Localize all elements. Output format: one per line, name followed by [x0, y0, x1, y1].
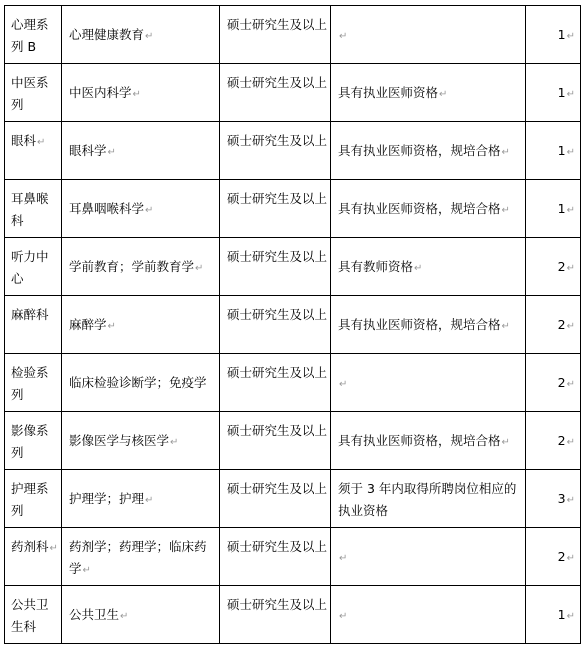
major-cell — [62, 238, 220, 296]
requirement-cell — [331, 122, 526, 180]
table-row — [5, 412, 581, 470]
paragraph-mark-icon: ↵ — [132, 89, 141, 100]
education-text: 硕士研究生及以上 — [227, 597, 328, 612]
major-text: 麻醉学 — [69, 317, 107, 332]
dept-text: 检验系列 — [11, 365, 49, 402]
education-cell — [220, 470, 331, 528]
count-cell — [526, 296, 581, 354]
table-row — [5, 122, 581, 180]
requirement-cell — [331, 412, 526, 470]
paragraph-mark-icon: ↵ — [501, 437, 510, 448]
major-text: 护理学；护理 — [69, 491, 145, 506]
requirement-cell — [331, 470, 526, 528]
count-text: 1 — [557, 85, 566, 100]
dept-cell — [5, 122, 62, 180]
paragraph-mark-icon: ↵ — [566, 205, 575, 216]
paragraph-mark-icon: ↵ — [414, 263, 423, 274]
requirement-cell — [331, 354, 526, 412]
requirement-text: 具有教师资格 — [338, 259, 414, 274]
count-text: 1 — [557, 201, 566, 216]
requirement-cell — [331, 296, 526, 354]
count-cell — [526, 354, 581, 412]
dept-cell — [5, 412, 62, 470]
dept-text: 护理系列 — [11, 481, 49, 518]
paragraph-mark-icon: ↵ — [566, 263, 575, 274]
education-text: 硕士研究生及以上 — [227, 75, 328, 90]
count-text: 2 — [557, 375, 566, 390]
paragraph-mark-icon: ↵ — [566, 437, 575, 448]
requirement-text: 具有执业医师资格，规培合格 — [338, 201, 501, 216]
major-text: 耳鼻咽喉科学 — [69, 201, 145, 216]
dept-text: 中医系列 — [11, 75, 49, 112]
paragraph-mark-icon: ↵ — [195, 263, 204, 274]
dept-text: 耳鼻喉科 — [11, 191, 49, 228]
paragraph-mark-icon: ↵ — [107, 147, 116, 158]
major-text: 临床检验诊断学；免疫学 — [69, 375, 207, 390]
count-cell — [526, 528, 581, 586]
dept-cell — [5, 64, 62, 122]
education-cell — [220, 528, 331, 586]
count-cell — [526, 122, 581, 180]
paragraph-mark-icon: ↵ — [339, 379, 348, 390]
education-text: 硕士研究生及以上 — [227, 423, 328, 438]
paragraph-mark-icon: ↵ — [501, 147, 510, 158]
dept-cell — [5, 528, 62, 586]
education-cell — [220, 354, 331, 412]
major-text: 学前教育；学前教育学 — [69, 259, 195, 274]
education-text: 硕士研究生及以上 — [227, 17, 328, 32]
paragraph-mark-icon: ↵ — [170, 437, 179, 448]
education-text: 硕士研究生及以上 — [227, 307, 328, 322]
paragraph-mark-icon: ↵ — [339, 611, 348, 622]
dept-text: 药剂科 — [11, 539, 49, 554]
major-cell — [62, 296, 220, 354]
dept-text: 麻醉科 — [11, 307, 49, 322]
requirement-cell — [331, 6, 526, 64]
major-cell — [62, 528, 220, 586]
education-cell — [220, 180, 331, 238]
count-cell — [526, 64, 581, 122]
paragraph-mark-icon: ↵ — [145, 31, 154, 42]
major-cell — [62, 122, 220, 180]
count-cell — [526, 586, 581, 644]
paragraph-mark-icon: ↵ — [566, 379, 575, 390]
education-cell — [220, 296, 331, 354]
paragraph-mark-icon: ↵ — [145, 495, 154, 506]
dept-text: 心理系列 B — [11, 17, 49, 54]
count-cell — [526, 180, 581, 238]
dept-cell — [5, 6, 62, 64]
dept-text: 眼科 — [11, 133, 37, 148]
requirement-cell — [331, 64, 526, 122]
education-text: 硕士研究生及以上 — [227, 191, 328, 206]
major-cell — [62, 586, 220, 644]
count-text: 2 — [557, 317, 566, 332]
count-text: 2 — [557, 259, 566, 274]
paragraph-mark-icon: ↵ — [566, 321, 575, 332]
major-text: 公共卫生 — [69, 607, 120, 622]
count-text: 2 — [557, 433, 566, 448]
paragraph-mark-icon: ↵ — [339, 553, 348, 564]
position-table — [4, 5, 581, 644]
dept-text: 影像系列 — [11, 423, 49, 460]
requirement-cell — [331, 528, 526, 586]
requirement-text: 具有执业医师资格 — [338, 85, 439, 100]
paragraph-mark-icon: ↵ — [566, 89, 575, 100]
paragraph-mark-icon: ↵ — [120, 611, 129, 622]
major-cell — [62, 64, 220, 122]
major-text: 眼科学 — [69, 143, 107, 158]
dept-cell — [5, 354, 62, 412]
paragraph-mark-icon: ↵ — [566, 147, 575, 158]
paragraph-mark-icon: ↵ — [339, 31, 348, 42]
table-body — [5, 6, 581, 644]
paragraph-mark-icon: ↵ — [566, 495, 575, 506]
count-text: 2 — [557, 549, 566, 564]
dept-text: 公共卫生科 — [11, 597, 49, 634]
table-row — [5, 528, 581, 586]
count-text: 1 — [557, 607, 566, 622]
education-text: 硕士研究生及以上 — [227, 133, 328, 148]
table-row — [5, 64, 581, 122]
paragraph-mark-icon: ↵ — [145, 205, 154, 216]
education-cell — [220, 6, 331, 64]
major-text: 药剂学；药理学；临床药学 — [69, 539, 207, 576]
requirement-text: 须于 3 年内取得所聘岗位相应的执业资格 — [338, 481, 517, 518]
table-row — [5, 586, 581, 644]
dept-cell — [5, 586, 62, 644]
dept-cell — [5, 180, 62, 238]
dept-cell — [5, 296, 62, 354]
table-row — [5, 296, 581, 354]
paragraph-mark-icon: ↵ — [566, 553, 575, 564]
requirement-text: 具有执业医师资格，规培合格 — [338, 143, 501, 158]
requirement-cell — [331, 238, 526, 296]
major-text: 中医内科学 — [69, 85, 132, 100]
count-text: 3 — [557, 491, 566, 506]
paragraph-mark-icon: ↵ — [566, 611, 575, 622]
major-cell — [62, 6, 220, 64]
count-text: 1 — [557, 27, 566, 42]
table-row — [5, 354, 581, 412]
education-text: 硕士研究生及以上 — [227, 249, 328, 264]
paragraph-mark-icon: ↵ — [82, 565, 91, 576]
education-text: 硕士研究生及以上 — [227, 481, 328, 496]
major-cell — [62, 354, 220, 412]
education-cell — [220, 586, 331, 644]
major-text: 影像医学与核医学 — [69, 433, 170, 448]
requirement-text: 具有执业医师资格，规培合格 — [338, 433, 501, 448]
dept-text: 听力中心 — [11, 249, 49, 286]
education-cell — [220, 122, 331, 180]
table-row — [5, 180, 581, 238]
requirement-text: 具有执业医师资格，规培合格 — [338, 317, 501, 332]
requirement-cell — [331, 180, 526, 238]
education-cell — [220, 412, 331, 470]
paragraph-mark-icon: ↵ — [107, 321, 116, 332]
paragraph-mark-icon: ↵ — [439, 89, 448, 100]
major-cell — [62, 180, 220, 238]
requirement-cell — [331, 586, 526, 644]
table-row — [5, 238, 581, 296]
dept-cell — [5, 238, 62, 296]
paragraph-mark-icon: ↵ — [501, 205, 510, 216]
paragraph-mark-icon: ↵ — [566, 31, 575, 42]
major-text: 心理健康教育 — [69, 27, 145, 42]
count-cell — [526, 412, 581, 470]
count-text: 1 — [557, 143, 566, 158]
paragraph-mark-icon: ↵ — [49, 543, 58, 554]
table-row — [5, 6, 581, 64]
paragraph-mark-icon: ↵ — [501, 321, 510, 332]
major-cell — [62, 412, 220, 470]
major-cell — [62, 470, 220, 528]
dept-cell — [5, 470, 62, 528]
count-cell — [526, 6, 581, 64]
education-text: 硕士研究生及以上 — [227, 365, 328, 380]
paragraph-mark-icon: ↵ — [37, 137, 46, 148]
count-cell — [526, 238, 581, 296]
count-cell — [526, 470, 581, 528]
education-cell — [220, 64, 331, 122]
table-row — [5, 470, 581, 528]
education-cell — [220, 238, 331, 296]
education-text: 硕士研究生及以上 — [227, 539, 328, 554]
